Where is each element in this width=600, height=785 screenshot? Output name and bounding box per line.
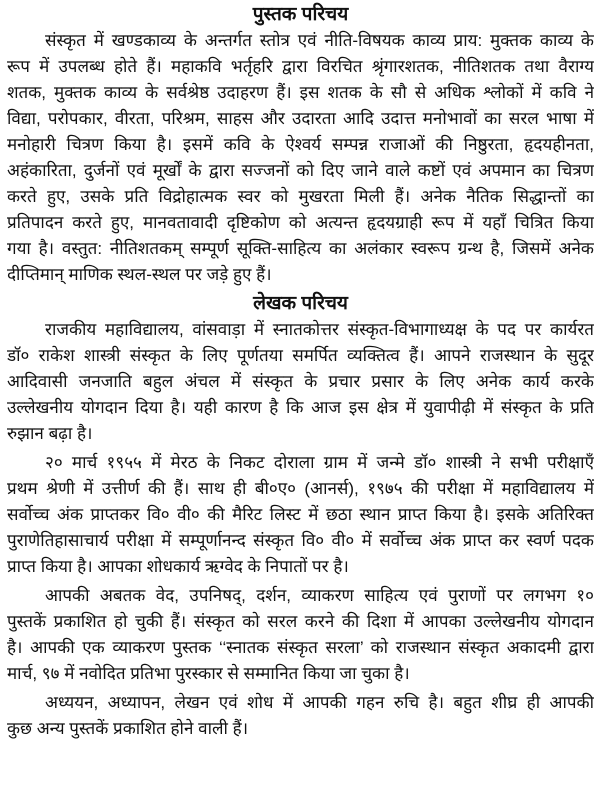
text-line: करते हुए, उसके प्रति विद्रोहात्मक स्वर को मुखरता मिली हैं। अनेक नैतिक सिद्धान्तों का [7, 187, 594, 206]
text-line: उल्लेखनीय योगदान दिया है। यही कारण है कि आज इस क्षेत्र में युवापीढ़ी में संस्कृत के प्रति [7, 398, 594, 417]
text-line: मार्च, ९७ में नवोदित प्रतिभा पुरस्कार से सम्मानित किया जा चुका है। [7, 664, 410, 683]
text-line: अहंकारिता, दुर्जनों एवं मूर्खों के द्वारा सज्जनों को दिए जाने वाले कष्टों एवं अपमान का चित्रण [7, 161, 594, 180]
text-line: सर्वोच्च अंक प्राप्तकर वि० वी० की मैरिट लिस्ट में छठा स्थान प्राप्त किया है। इसके अतिरिक्त [7, 505, 594, 524]
text-line: मनोहारी चित्रण किया है। इसमें कवि के ऐश्वर्य सम्पन्न राजाओं की निष्ठुरता, हृदयहीनता, [7, 135, 594, 154]
text-line: आदिवासी जनजाति बहुल अंचल में संस्कृत के प्रचार प्रसार के लिए अनेक कार्य करके [7, 372, 594, 391]
author-intro-paragraph [7, 690, 594, 742]
text-line: शतक, मुक्तक काव्य के सर्वश्रेष्ठ उदाहरण हैं। इस शतक के सौ से अधिक श्लोकों में कवि ने [7, 83, 594, 102]
author-intro-section [7, 317, 594, 742]
text-line: पुस्तकें प्रकाशित हो चुकी हैं। संस्कृत को सरल करने की दिशा में आपका उल्लेखनीय योगदान [7, 612, 594, 631]
text-line: प्रतिपादन करते हुए, मानवतावादी दृष्टिकोण को अत्यन्त हृदयग्राही रूप में यहाँ चित्रित किया [7, 213, 594, 232]
text-line: रुझान बढ़ा है। [7, 424, 93, 443]
text-line: डॉ० राकेश शास्त्री संस्कृत के लिए पूर्णतया समर्पित व्यक्तित्व हैं। आपने राजस्थान के सुदूर [7, 346, 594, 365]
text-line: रूप में उपलब्ध होते हैं। महाकवि भर्तृहरि द्वारा विरचित श्रृंगारशतक, नीतिशतक तथा वैराग्य [7, 57, 594, 76]
text-line: विद्या, परोपकार, वीरता, परिश्रम, साहस और उदारता आदि उदात्त मनोभावों का सरल भाषा में [7, 109, 594, 128]
text-line: दीप्तिमान् माणिक स्थल-स्थल पर जड़े हुए हैं। [7, 265, 272, 284]
text-line: आपकी अबतक वेद, उपनिषद्, दर्शन, व्याकरण साहित्य एवं पुराणों पर लगभग १० [45, 586, 594, 605]
text-line: संस्कृत में खण्डकाव्य के अन्तर्गत स्तोत्र एवं नीति-विषयक काव्य प्राय: मुक्तक काव्य के [45, 31, 594, 50]
text-line: पुराणेतिहासाचार्य परीक्षा में सम्पूर्णानन्द संस्कृत वि० वी० में सर्वोच्च अंक प्राप्त कर स्वर्ण पदक [7, 531, 594, 550]
text-line: गया है। वस्तुत: नीतिशतकम् सम्पूर्ण सूक्ति-साहित्य का अलंकार स्वरूप ग्रन्थ है, जिसमें अनेक [7, 239, 594, 258]
text-line: कुछ अन्य पुस्तकें प्रकाशित होने वाली हैं। [7, 719, 249, 738]
author-intro-paragraph [7, 583, 594, 687]
author-intro-paragraph [7, 317, 594, 447]
author-intro-paragraph [7, 450, 594, 580]
text-line: प्रथम श्रेणी में उत्तीर्ण की हैं। साथ ही बी०ए० (आनर्स), १९७५ की परीक्षा में महाविद्यालय में [7, 479, 594, 498]
book-intro-paragraph [7, 28, 594, 288]
author-intro-heading: लेखक परिचय [253, 293, 348, 314]
text-line: २० मार्च १९५५ में मेरठ के निकट दोराला ग्राम में जन्मे डॉ० शास्त्री ने सभी परीक्षाएँ [45, 453, 594, 472]
text-line: अध्ययन, अध्यापन, लेखन एवं शोध में आपकी गहन रुचि है। बहुत शीघ्र ही आपकी [45, 693, 594, 712]
text-line: है। आपकी एक व्याकरण पुस्तक ‘‘स्नातक संस्कृत सरला’ को राजस्थान संस्कृत अकादमी द्वारा [7, 638, 594, 657]
text-line: राजकीय महाविद्यालय, वांसवाड़ा में स्नातकोत्तर संस्कृत-विभागाध्यक्ष के पद पर कार्यरत [45, 320, 594, 339]
text-line: प्राप्त किया है। आपका शोधकार्य ऋग्वेद के निपातों पर है। [7, 557, 349, 576]
book-intro-heading: पुस्तक परिचय [252, 4, 349, 25]
